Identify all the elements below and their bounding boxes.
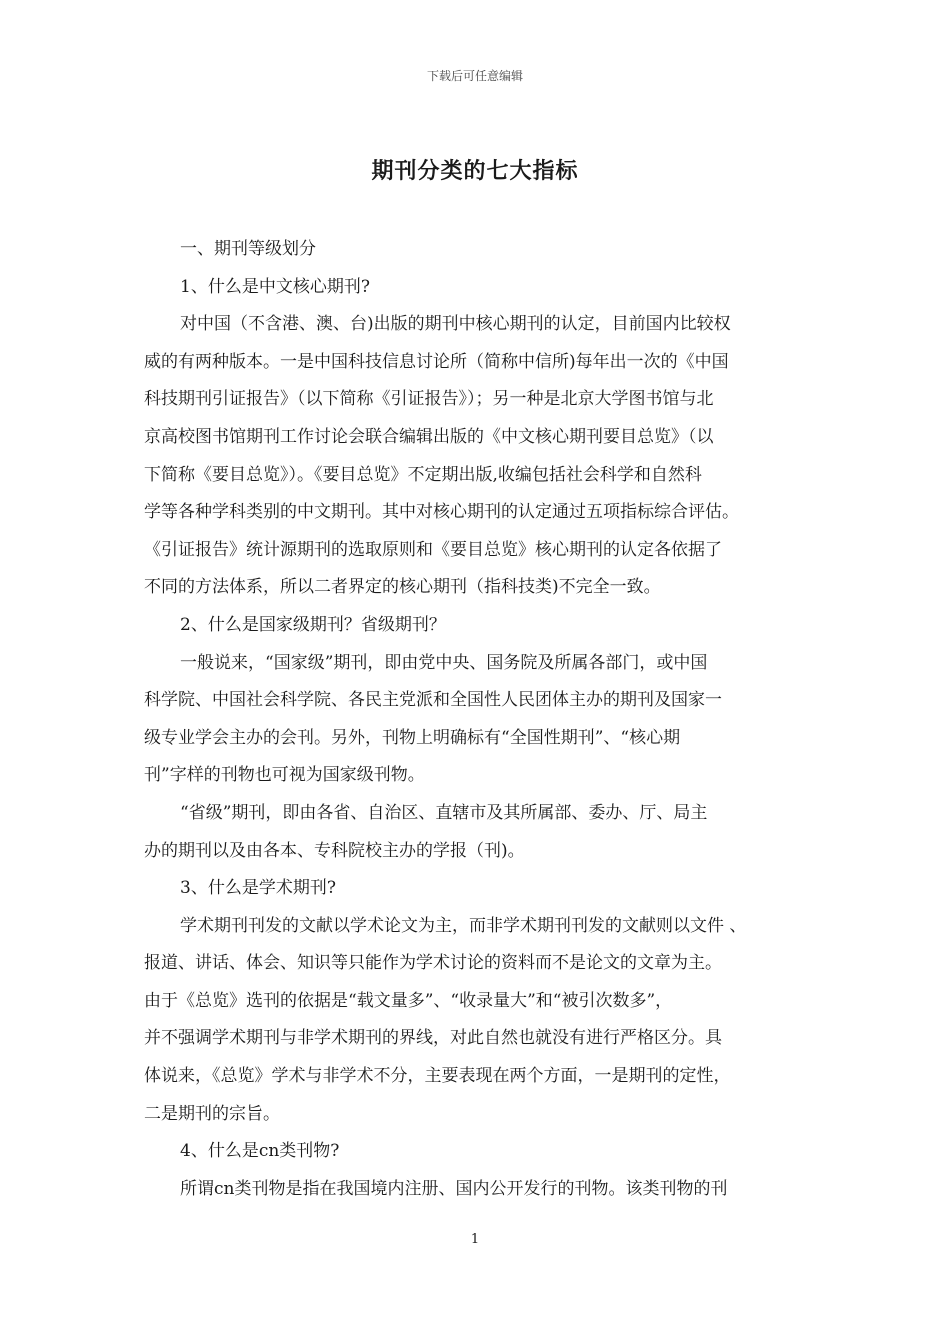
paragraph-line: 二是期刊的宗旨。: [144, 1103, 280, 1124]
paragraph-line: 办的期刊以及由各本、专科院校主办的学报（刊)。: [144, 840, 525, 861]
paragraph-line: 威的有两种版本。一是中国科技信息讨论所（简称中信所)每年出一次的《中国: [144, 351, 729, 372]
paragraph-line: 科学院、中国社会科学院、各民主党派和全国性人民团体主办的期刊及国家一: [144, 690, 722, 711]
paragraph-line: 科技期刊引证报告》（以下简称《引证报告》）；另一种是北京大学图书馆与北: [144, 389, 714, 410]
paragraph-line: 并不强调学术期刊与非学术期刊的界线，对此自然也就没有进行严格区分。具: [144, 1028, 722, 1049]
paragraph-line: 级专业学会主办的会刊。另外，刊物上明确标有“全国性期刊”、“核心期: [144, 727, 681, 748]
paragraph-line: 学等各种学科类别的中文期刊。其中对核心期刊的认定通过五项指标综合评估。: [144, 502, 739, 523]
section-heading: 一、期刊等级划分: [180, 239, 316, 259]
paragraph-line: 学术期刊刊发的文献以学术论文为主，而非学术期刊刊发的文献则以文件 、: [180, 915, 747, 936]
paragraph-line: 京高校图书馆期刊工作讨论会联合编辑出版的《中文核心期刊要目总览》（以: [144, 426, 714, 447]
paragraph-line: 对中国（不含港、澳、台)出版的期刊中核心期刊的认定，目前国内比较权: [180, 314, 731, 335]
document-title: 期刊分类的七大指标: [371, 159, 579, 184]
paragraph-line: 刊”字样的刊物也可视为国家级刊物。: [144, 765, 425, 786]
paragraph-line: 一般说来，“国家级”期刊，即由党中央、国务院及所属各部门，或中国: [180, 652, 708, 673]
paragraph-line: 《引证报告》统计源期刊的选取原则和《要目总览》核心期刊的认定各依据了: [144, 539, 722, 560]
question-heading: 3、什么是学术期刊?: [180, 878, 336, 899]
paragraph-line: 报道、讲话、体会、知识等只能作为学术讨论的资料而不是论文的文章为主。: [144, 953, 722, 974]
paragraph-line: 所谓cn类刊物是指在我国境内注册、国内公开发行的刊物。该类刊物的刊: [180, 1178, 728, 1199]
paragraph-line: 不同的方法体系，所以二者界定的核心期刊（指科技类)不完全一致。: [144, 577, 661, 598]
paragraph-line: 体说来，《总览》学术与非学术不分，主要表现在两个方面，一是期刊的定性，: [144, 1066, 731, 1087]
page-number: 1: [470, 1232, 480, 1247]
question-heading: 1、什么是中文核心期刊?: [180, 276, 370, 297]
paragraph-line: 由于《总览》选刊的依据是“载文量多”、“收录量大”和“被引次数多”，: [144, 990, 673, 1011]
question-heading: 2、什么是国家级期刊？省级期刊？: [180, 614, 446, 635]
document-body: [144, 231, 808, 1208]
paragraph-line: “省级”期刊，即由各省、自治区、直辖市及其所属部、委办、厅、局主: [180, 802, 708, 823]
question-heading: 4、什么是cn类刊物?: [180, 1141, 340, 1162]
page-header: 下载后可任意编辑: [426, 69, 523, 83]
paragraph-line: 下简称《要目总览》）。《要目总览》不定期出版,收编包括社会科学和自然科: [144, 464, 702, 485]
